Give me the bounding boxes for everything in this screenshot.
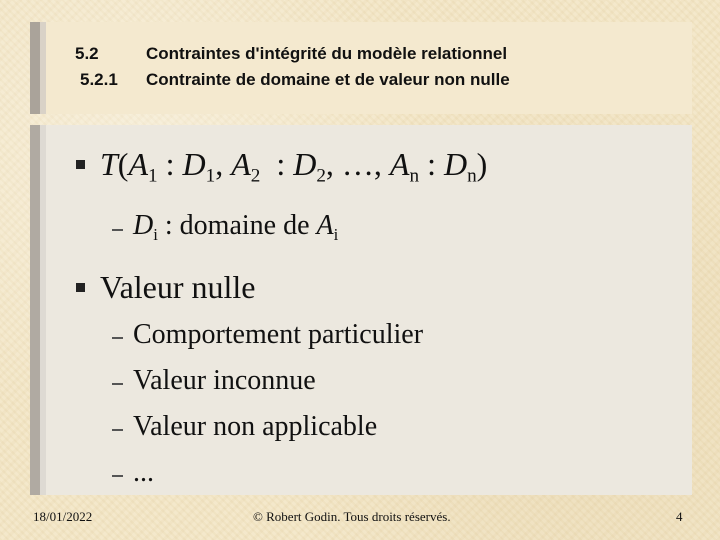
page-number: 4 (676, 509, 683, 524)
dash-bullet-icon (112, 429, 123, 431)
title-accent-bar (30, 22, 40, 114)
content-accent-bar-light (40, 125, 46, 495)
list-item: Comportement particulier (133, 319, 424, 350)
dash-bullet-icon (112, 229, 123, 231)
domain-definition: $D_i$ : domaine de $A_i$ (133, 210, 339, 244)
subsection-number: 5.2.1 (80, 70, 118, 89)
list-item: Valeur inconnue (133, 365, 316, 396)
bullet-square-icon (76, 283, 85, 292)
list-item: ... (133, 457, 154, 488)
footer-date: 18/01/2022 (33, 509, 93, 524)
relation-schema-formula: $T(A_1$ : $D_1$, $A_2$ : $D_2$, …, $A_n$ : $D_n$) (100, 146, 488, 187)
bullet-square-icon (76, 160, 85, 169)
subsection-title: Contrainte de domaine et de valeur non nulle (146, 70, 510, 89)
title-panel (30, 22, 692, 114)
content-accent-bar (30, 125, 40, 495)
null-value-heading: Valeur nulle (100, 269, 256, 305)
dash-bullet-icon (112, 337, 123, 339)
title-accent-bar-light (40, 22, 46, 114)
dash-bullet-icon (112, 383, 123, 385)
section-number: 5.2 (75, 44, 99, 63)
list-item: Valeur non applicable (133, 411, 378, 442)
footer-copyright: © Robert Godin. Tous droits réservés. (253, 509, 451, 524)
dash-bullet-icon (112, 475, 123, 477)
section-title: Contraintes d'intégrité du modèle relationnel (146, 44, 508, 63)
